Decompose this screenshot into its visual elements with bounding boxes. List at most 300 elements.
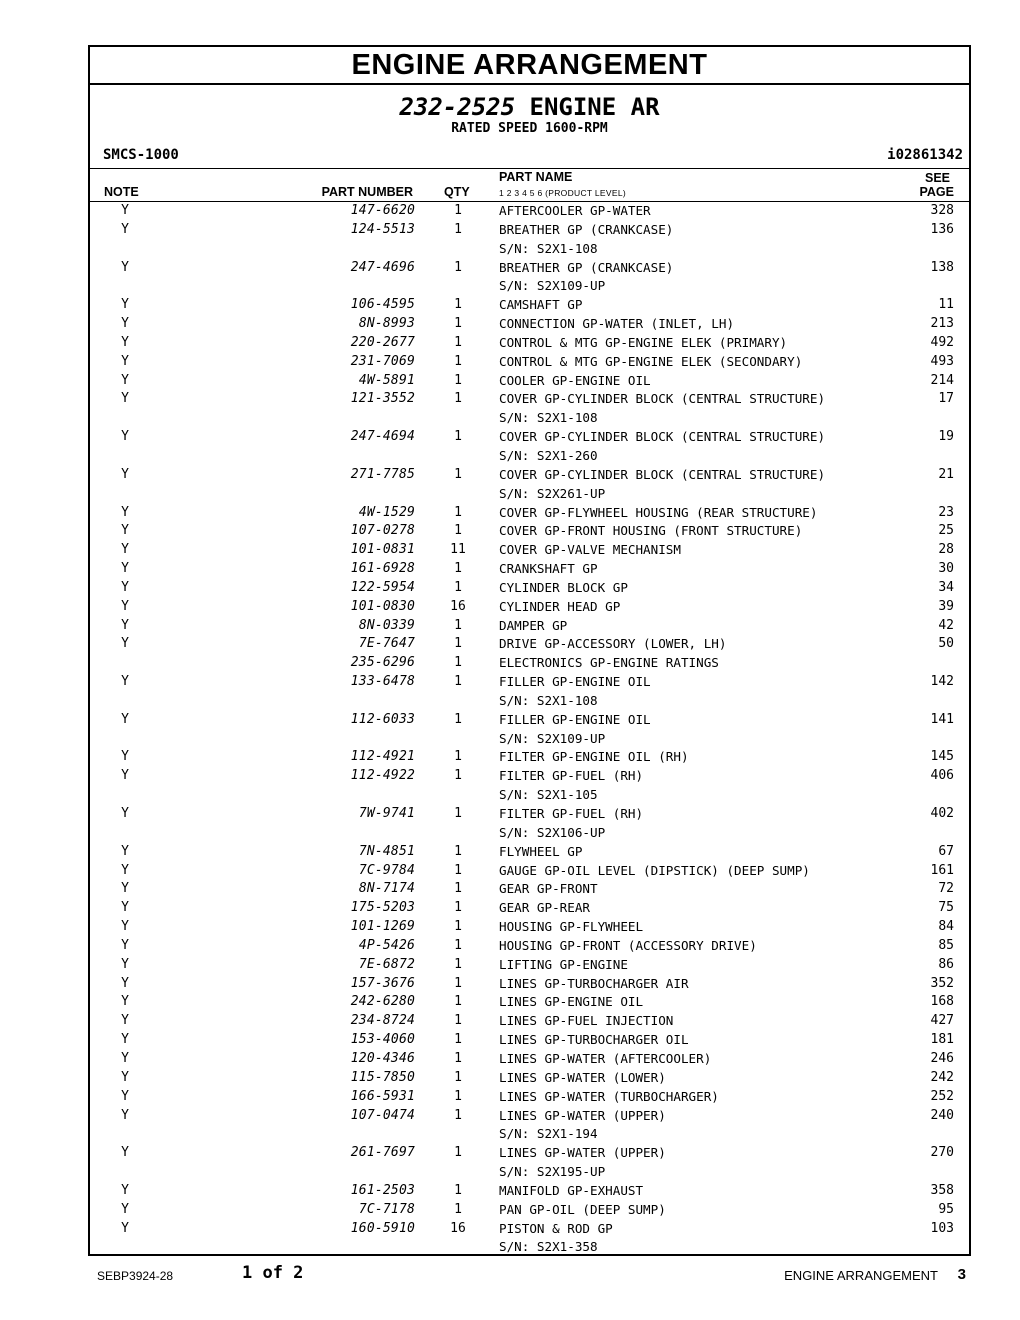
see-page-cell: 492 — [930, 334, 954, 350]
table-row — [90, 334, 969, 353]
part-number-cell: 271-7785 — [350, 466, 415, 482]
col-note-header: NOTE — [104, 185, 139, 199]
part-name-cell: COVER GP-FLYWHEEL HOUSING (REAR STRUCTURE) — [499, 504, 818, 520]
part-name-cell: FILTER GP-FUEL (RH) — [499, 806, 644, 821]
note-cell: Y — [121, 1220, 129, 1236]
part-name-cell: S/N: S2X109-UP — [499, 730, 606, 746]
note-cell — [120, 277, 130, 296]
footer-section: ENGINE ARRANGEMENT — [784, 1268, 938, 1283]
footer-page-number: 3 — [957, 1266, 966, 1283]
note-cell: Y — [121, 994, 129, 1010]
table-row — [90, 1050, 969, 1069]
see-page-cell: 427 — [930, 1013, 954, 1029]
part-name-cell: GEAR GP-REAR — [499, 900, 590, 916]
rated-speed: RATED SPEED 1600-RPM — [451, 121, 608, 136]
part-name-cell: MANIFOLD GP-EXHAUST — [499, 1182, 644, 1198]
part-number-cell: 166-5931 — [350, 1088, 415, 1104]
qty-cell — [446, 1125, 470, 1144]
part-name-cell: S/N: S2X1-108 — [499, 692, 598, 708]
table-row — [90, 824, 969, 843]
part-number-cell: 7N-4851 — [358, 843, 415, 859]
table-row — [90, 372, 969, 391]
see-page-cell: 95 — [938, 1201, 954, 1217]
qty-cell: 1 — [454, 956, 462, 972]
see-page-cell: 39 — [938, 598, 954, 614]
part-name-cell: COVER GP-VALVE MECHANISM — [499, 542, 681, 558]
note-cell: Y — [121, 297, 129, 313]
page-title: ENGINE ARRANGEMENT — [90, 47, 969, 85]
note-cell: Y — [121, 749, 129, 765]
illustration-id: i02861342 — [887, 147, 963, 163]
qty-cell: 1 — [454, 919, 462, 935]
table-row — [90, 617, 969, 636]
part-name-cell: CONNECTION GP-WATER (INLET, LH) — [499, 316, 735, 332]
note-cell: Y — [121, 711, 129, 727]
part-number-cell: 8N-7174 — [358, 881, 415, 897]
qty-cell: 1 — [454, 1088, 462, 1104]
part-name-cell: AFTERCOOLER GP-WATER — [499, 203, 651, 218]
see-page-cell: 103 — [930, 1220, 954, 1236]
part-name-cell: CYLINDER BLOCK GP — [499, 579, 628, 595]
qty-cell — [446, 409, 470, 428]
see-page-cell: 246 — [930, 1050, 954, 1066]
table-row — [90, 635, 969, 654]
qty-cell: 1 — [454, 843, 462, 859]
part-number-cell: 8N-0339 — [358, 617, 415, 633]
part-number-cell: 161-2503 — [350, 1182, 415, 1198]
note-cell — [120, 824, 130, 843]
part-name-cell: S/N: S2X1-194 — [499, 1126, 598, 1142]
qty-cell: 1 — [454, 749, 462, 765]
note-cell: Y — [121, 334, 129, 350]
qty-cell: 1 — [454, 429, 462, 445]
part-number-cell: 7E-7647 — [358, 636, 415, 652]
table-row — [90, 390, 969, 409]
part-name-cell: LINES GP-FUEL INJECTION — [499, 1013, 674, 1029]
qty-cell: 1 — [454, 1145, 462, 1161]
part-number-cell: 101-0831 — [350, 542, 415, 558]
see-page-cell: 402 — [930, 806, 954, 821]
part-number-cell: 220-2677 — [350, 334, 415, 350]
note-cell — [120, 730, 130, 749]
table-row — [90, 296, 969, 315]
note-cell: Y — [121, 617, 129, 633]
col-qty-header: QTY — [444, 185, 470, 199]
see-page-cell: 168 — [930, 994, 954, 1010]
see-page-cell: 25 — [938, 523, 954, 539]
note-cell: Y — [121, 523, 129, 539]
note-cell: Y — [121, 1069, 129, 1085]
part-name-cell: DRIVE GP-ACCESSORY (LOWER, LH) — [499, 636, 727, 652]
part-name-cell: S/N: S2X1-260 — [499, 447, 598, 463]
col-part-number-header: PART NUMBER — [321, 185, 413, 199]
table-row — [90, 202, 969, 221]
qty-cell: 1 — [454, 579, 462, 595]
table-row — [90, 748, 969, 767]
part-name-cell: S/N: S2X1-105 — [499, 787, 598, 803]
part-name-cell: FILLER GP-ENGINE OIL — [499, 711, 651, 727]
see-page-cell: 214 — [930, 372, 954, 388]
table-row — [90, 485, 969, 504]
see-page-cell: 28 — [938, 542, 954, 558]
see-page-cell: 50 — [938, 636, 954, 652]
table-row — [90, 277, 969, 296]
part-name-cell: COVER GP-CYLINDER BLOCK (CENTRAL STRUCTURE) — [499, 466, 826, 482]
see-page-cell: 352 — [930, 975, 954, 991]
see-page-cell: 42 — [938, 617, 954, 633]
see-page-cell: 19 — [938, 429, 954, 445]
table-row — [90, 862, 969, 881]
part-name-cell: S/N: S2X261-UP — [499, 485, 606, 501]
qty-cell: 11 — [450, 542, 466, 558]
note-cell: Y — [121, 1107, 129, 1123]
note-cell: Y — [121, 862, 129, 878]
see-page-cell: 493 — [930, 353, 954, 369]
part-name-cell: CRANKSHAFT GP — [499, 561, 598, 577]
note-cell — [120, 447, 130, 466]
note-cell: Y — [121, 768, 129, 784]
note-cell: Y — [121, 881, 129, 897]
see-page-cell: 213 — [930, 316, 954, 332]
note-cell: Y — [121, 353, 129, 369]
qty-cell: 1 — [454, 937, 462, 953]
note-cell: Y — [121, 1013, 129, 1029]
part-name-cell: CAMSHAFT GP — [499, 297, 583, 313]
table-row — [90, 353, 969, 372]
part-number-cell: 247-4694 — [350, 429, 415, 445]
part-number-cell: 234-8724 — [350, 1013, 415, 1029]
see-page-cell: 270 — [930, 1145, 954, 1161]
part-name-cell: HOUSING GP-FRONT (ACCESSORY DRIVE) — [499, 937, 757, 953]
product-level-header: 1 2 3 4 5 6 (PRODUCT LEVEL) — [499, 188, 626, 198]
part-name-cell: S/N: S2X1-358 — [499, 1239, 598, 1255]
qty-cell: 1 — [454, 674, 462, 690]
part-name-cell: BREATHER GP (CRANKCASE) — [499, 259, 674, 275]
note-cell — [120, 1238, 130, 1257]
part-number-cell: 101-0830 — [350, 598, 415, 614]
table-row — [90, 466, 969, 485]
table-row — [90, 1182, 969, 1201]
qty-cell: 1 — [454, 975, 462, 991]
table-row — [90, 956, 969, 975]
note-cell: Y — [121, 674, 129, 690]
qty-cell — [446, 786, 470, 805]
see-page-cell: 242 — [930, 1069, 954, 1085]
table-row — [90, 805, 969, 824]
part-number-cell: 153-4060 — [350, 1032, 415, 1048]
part-number-cell: 8N-8993 — [358, 316, 415, 332]
see-page-cell: 145 — [930, 749, 954, 765]
qty-cell: 1 — [454, 768, 462, 784]
note-cell — [120, 409, 130, 428]
note-cell: Y — [121, 466, 129, 482]
table-row — [90, 259, 969, 278]
qty-cell: 1 — [454, 881, 462, 897]
note-cell: Y — [121, 1145, 129, 1161]
table-row — [90, 504, 969, 523]
table-row — [90, 880, 969, 899]
see-page-cell: 406 — [930, 768, 954, 784]
see-page-cell: 11 — [938, 297, 954, 313]
table-row — [90, 918, 969, 937]
qty-cell — [446, 1238, 470, 1257]
note-cell: Y — [121, 1032, 129, 1048]
part-number-cell: 175-5203 — [350, 900, 415, 916]
table-row — [90, 409, 969, 428]
part-name-cell: GEAR GP-FRONT — [499, 881, 598, 897]
qty-cell: 1 — [454, 806, 462, 821]
part-name-cell: COVER GP-FRONT HOUSING (FRONT STRUCTURE) — [499, 523, 803, 539]
table-row — [90, 843, 969, 862]
note-cell: Y — [121, 937, 129, 953]
part-name-cell: S/N: S2X1-108 — [499, 240, 598, 256]
part-number-cell: 121-3552 — [350, 391, 415, 407]
qty-cell — [446, 1163, 470, 1182]
note-cell — [120, 485, 130, 504]
table-row — [90, 786, 969, 805]
qty-cell: 1 — [454, 711, 462, 727]
see-page-cell: 72 — [938, 881, 954, 897]
note-cell — [120, 654, 130, 673]
qty-cell: 1 — [454, 334, 462, 350]
see-page-cell: 138 — [930, 259, 954, 275]
see-page-cell: 30 — [938, 561, 954, 577]
qty-cell — [446, 277, 470, 296]
table-row — [90, 1144, 969, 1163]
qty-cell: 1 — [454, 221, 462, 237]
table-header — [90, 169, 969, 202]
note-cell: Y — [121, 900, 129, 916]
see-page-cell: 141 — [930, 711, 954, 727]
part-name-cell: ELECTRONICS GP-ENGINE RATINGS — [499, 655, 719, 671]
see-page-cell: 67 — [938, 843, 954, 859]
table-row — [90, 1012, 969, 1031]
part-name-cell: COVER GP-CYLINDER BLOCK (CENTRAL STRUCTURE) — [499, 391, 826, 407]
qty-cell: 1 — [454, 636, 462, 652]
see-page-cell: 85 — [938, 937, 954, 953]
qty-cell: 1 — [454, 900, 462, 916]
note-cell: Y — [121, 1050, 129, 1066]
parts-table-body — [90, 202, 969, 1257]
qty-cell: 1 — [454, 655, 462, 671]
part-number-cell: 261-7697 — [350, 1145, 415, 1161]
qty-cell: 16 — [450, 1220, 466, 1236]
see-page-cell: 240 — [930, 1107, 954, 1123]
qty-cell: 1 — [454, 617, 462, 633]
note-cell: Y — [121, 919, 129, 935]
qty-cell: 1 — [454, 994, 462, 1010]
note-cell: Y — [121, 542, 129, 558]
part-name-cell: S/N: S2X195-UP — [499, 1164, 606, 1180]
part-number-cell: 106-4595 — [350, 297, 415, 313]
part-number-cell: 235-6296 — [350, 655, 415, 671]
table-row — [90, 730, 969, 749]
part-number-cell: 7C-7178 — [358, 1201, 415, 1217]
note-cell — [120, 786, 130, 805]
note-cell: Y — [121, 598, 129, 614]
part-name-cell: FILTER GP-ENGINE OIL (RH) — [499, 749, 689, 765]
part-number-cell: 7W-9741 — [358, 806, 415, 821]
part-name-cell: LINES GP-WATER (UPPER) — [499, 1145, 666, 1161]
part-name-cell: LINES GP-ENGINE OIL — [499, 994, 644, 1010]
note-cell: Y — [121, 391, 129, 407]
table-row — [90, 560, 969, 579]
qty-cell: 1 — [454, 466, 462, 482]
see-page-cell: 84 — [938, 919, 954, 935]
part-name-cell: LINES GP-WATER (UPPER) — [499, 1107, 666, 1123]
qty-cell: 1 — [454, 862, 462, 878]
see-page-cell: 252 — [930, 1088, 954, 1104]
table-row — [90, 899, 969, 918]
part-name-cell: S/N: S2X109-UP — [499, 278, 606, 294]
note-cell: Y — [121, 843, 129, 859]
table-row — [90, 993, 969, 1012]
part-number-cell: 115-7850 — [350, 1069, 415, 1085]
part-number-cell: 231-7069 — [350, 353, 415, 369]
note-cell: Y — [121, 259, 129, 275]
qty-cell: 1 — [454, 1182, 462, 1198]
table-row — [90, 1088, 969, 1107]
part-name-cell: CONTROL & MTG GP-ENGINE ELEK (PRIMARY) — [499, 334, 788, 350]
note-cell: Y — [121, 561, 129, 577]
part-number-cell: 120-4346 — [350, 1050, 415, 1066]
table-row — [90, 240, 969, 259]
qty-cell: 1 — [454, 203, 462, 218]
qty-cell: 1 — [454, 1050, 462, 1066]
part-name-cell: COOLER GP-ENGINE OIL — [499, 372, 651, 388]
part-name-cell: PISTON & ROD GP — [499, 1220, 613, 1236]
note-cell: Y — [121, 372, 129, 388]
part-number-cell: 4W-5891 — [358, 372, 415, 388]
table-row — [90, 428, 969, 447]
part-name-cell: BREATHER GP (CRANKCASE) — [499, 221, 674, 237]
part-number-cell: 107-0474 — [350, 1107, 415, 1123]
qty-cell: 1 — [454, 1069, 462, 1085]
table-row — [90, 937, 969, 956]
table-row — [90, 1220, 969, 1239]
part-number-cell: 147-6620 — [350, 203, 415, 218]
part-name-cell: DAMPER GP — [499, 617, 568, 633]
see-page-cell: 86 — [938, 956, 954, 972]
table-row — [90, 447, 969, 466]
note-cell: Y — [121, 1182, 129, 1198]
footer-page-of: 1 of 2 — [242, 1263, 304, 1283]
see-page-cell: 136 — [930, 221, 954, 237]
note-cell — [120, 692, 130, 711]
qty-cell: 1 — [454, 297, 462, 313]
qty-cell — [446, 447, 470, 466]
parts-list-frame — [88, 45, 971, 1256]
part-name-cell: LINES GP-WATER (AFTERCOOLER) — [499, 1050, 712, 1066]
see-page-cell: 328 — [930, 203, 954, 218]
table-row — [90, 1163, 969, 1182]
table-row — [90, 1107, 969, 1126]
part-number-cell: 133-6478 — [350, 674, 415, 690]
group-name: ENGINE AR — [529, 93, 660, 121]
table-row — [90, 767, 969, 786]
part-number-cell: 4P-5426 — [358, 937, 415, 953]
qty-cell: 16 — [450, 598, 466, 614]
part-number-cell: 124-5513 — [350, 221, 415, 237]
group-part-number: 232-2525 — [399, 93, 516, 121]
part-number-cell: 242-6280 — [350, 994, 415, 1010]
table-row — [90, 1031, 969, 1050]
qty-cell: 1 — [454, 372, 462, 388]
note-cell: Y — [121, 806, 129, 821]
col-part-name-header: PART NAME — [499, 170, 573, 184]
part-name-cell: FLYWHEEL GP — [499, 843, 583, 859]
table-row — [90, 692, 969, 711]
qty-cell: 1 — [454, 523, 462, 539]
part-number-cell: 4W-1529 — [358, 504, 415, 520]
part-name-cell: LIFTING GP-ENGINE — [499, 956, 628, 972]
part-name-cell: FILLER GP-ENGINE OIL — [499, 674, 651, 690]
part-name-cell: GAUGE GP-OIL LEVEL (DIPSTICK) (DEEP SUMP) — [499, 862, 810, 878]
part-name-cell: CONTROL & MTG GP-ENGINE ELEK (SECONDARY) — [499, 353, 803, 369]
note-cell: Y — [121, 1088, 129, 1104]
qty-cell: 1 — [454, 391, 462, 407]
table-row — [90, 711, 969, 730]
part-number-cell: 122-5954 — [350, 579, 415, 595]
part-number-cell: 112-6033 — [350, 711, 415, 727]
qty-cell — [446, 485, 470, 504]
see-page-cell: 142 — [930, 674, 954, 690]
table-row — [90, 1238, 969, 1257]
note-cell: Y — [121, 203, 129, 218]
qty-cell: 1 — [454, 561, 462, 577]
part-number-cell: 7E-6872 — [358, 956, 415, 972]
qty-cell: 1 — [454, 504, 462, 520]
table-row — [90, 541, 969, 560]
smcs-code: SMCS-1000 — [103, 147, 179, 163]
part-name-cell: LINES GP-WATER (LOWER) — [499, 1069, 666, 1085]
qty-cell: 1 — [454, 1107, 462, 1123]
note-cell — [120, 1125, 130, 1144]
group-header — [90, 85, 969, 169]
table-row — [90, 975, 969, 994]
part-number-cell: 157-3676 — [350, 975, 415, 991]
part-number-cell: 101-1269 — [350, 919, 415, 935]
note-cell: Y — [121, 1201, 129, 1217]
see-page-cell: 34 — [938, 579, 954, 595]
table-row — [90, 579, 969, 598]
qty-cell: 1 — [454, 316, 462, 332]
part-name-cell: LINES GP-TURBOCHARGER OIL — [499, 1032, 689, 1048]
note-cell — [120, 1163, 130, 1182]
see-page-cell: 23 — [938, 504, 954, 520]
part-number-cell: 161-6928 — [350, 561, 415, 577]
part-number-cell: 112-4922 — [350, 768, 415, 784]
part-number-cell: 160-5910 — [350, 1220, 415, 1236]
table-row — [90, 315, 969, 334]
qty-cell: 1 — [454, 1013, 462, 1029]
qty-cell — [446, 824, 470, 843]
note-cell: Y — [121, 504, 129, 520]
note-cell: Y — [121, 975, 129, 991]
table-row — [90, 1201, 969, 1220]
part-name-cell: CYLINDER HEAD GP — [499, 598, 621, 614]
see-page-cell: 17 — [938, 391, 954, 407]
qty-cell — [446, 692, 470, 711]
see-page-cell: 161 — [930, 862, 954, 878]
see-page-cell: 75 — [938, 900, 954, 916]
table-row — [90, 1125, 969, 1144]
see-page-cell: 21 — [938, 466, 954, 482]
footer-doc-id: SEBP3924-28 — [97, 1269, 174, 1283]
qty-cell: 1 — [454, 353, 462, 369]
qty-cell: 1 — [454, 259, 462, 275]
part-name-cell: S/N: S2X106-UP — [499, 824, 606, 840]
